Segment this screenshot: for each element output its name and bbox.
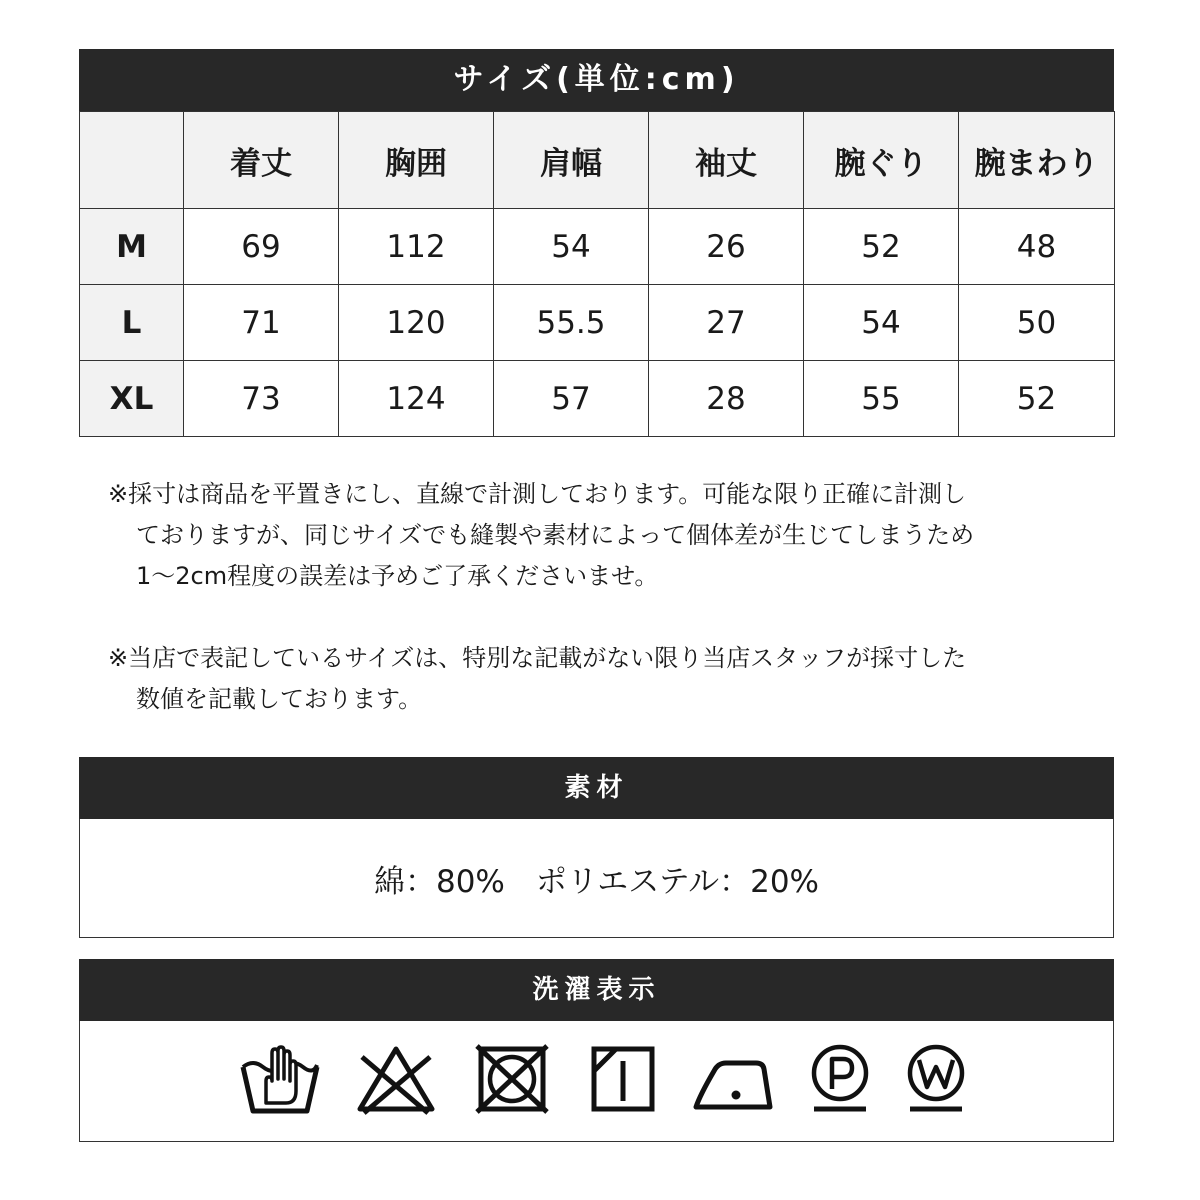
size-chart-title: サイズ(単位:cm) [79,49,1114,111]
table-cell: 28 [649,361,804,437]
column-header: 腕ぐり [804,112,959,209]
column-header: 着丈 [184,112,339,209]
table-cell: 52 [804,209,959,285]
size-table-header-row [80,112,1115,209]
table-cell: 27 [649,285,804,361]
wet-clean-w-icon [904,1043,968,1115]
column-header: 袖丈 [649,112,804,209]
table-cell: 55.5 [494,285,649,361]
table-row [80,285,1115,361]
table-cell: 112 [339,209,494,285]
note-line: 1～2cm程度の誤差は予めご了承くださいませ。 [136,562,659,590]
note-line: ておりますが、同じサイズでも縫製や素材によって個体差が生じてしまうため [136,521,975,549]
size-label: L [80,285,184,361]
size-table [79,111,1115,437]
corner-cell [80,112,184,209]
laundry-title: 洗濯表示 [79,959,1114,1021]
material-title: 素材 [79,757,1114,819]
table-row [80,209,1115,285]
table-cell: 71 [184,285,339,361]
table-cell: 26 [649,209,804,285]
table-cell: 73 [184,361,339,437]
table-cell: 69 [184,209,339,285]
note-line: 数値を記載しております。 [136,685,423,713]
measurement-notes [108,474,1108,720]
table-cell: 57 [494,361,649,437]
material-section [79,757,1114,938]
low-temp-iron-icon [692,1043,774,1115]
care-symbols [79,1021,1114,1142]
material-text: 綿：80% ポリエステル：20% [373,863,819,900]
size-chart [79,49,1114,437]
table-cell: 120 [339,285,494,361]
dry-clean-p-icon [808,1043,872,1115]
note-line: ※採寸は商品を平置きにし、直線で計測しております。可能な限り正確に計測し [108,480,967,508]
note-staff [108,638,1108,720]
laundry-section [79,959,1114,1142]
table-cell: 54 [494,209,649,285]
no-bleach-icon [356,1043,436,1115]
table-cell: 124 [339,361,494,437]
table-cell: 48 [959,209,1115,285]
table-cell: 55 [804,361,959,437]
table-cell: 54 [804,285,959,361]
no-tumble-dry-icon [474,1043,550,1115]
hand-wash-icon [240,1043,320,1115]
note-line: ※当店で表記しているサイズは、特別な記載がない限り当店スタッフが採寸した [108,644,967,672]
size-label: XL [80,361,184,437]
column-header: 肩幅 [494,112,649,209]
table-cell: 52 [959,361,1115,437]
size-label: M [80,209,184,285]
column-header: 胸囲 [339,112,494,209]
material-body [79,819,1114,938]
table-cell: 50 [959,285,1115,361]
note-measurement [108,474,1108,597]
column-header: 腕まわり [959,112,1115,209]
table-row [80,361,1115,437]
shade-line-dry-icon [590,1043,656,1115]
